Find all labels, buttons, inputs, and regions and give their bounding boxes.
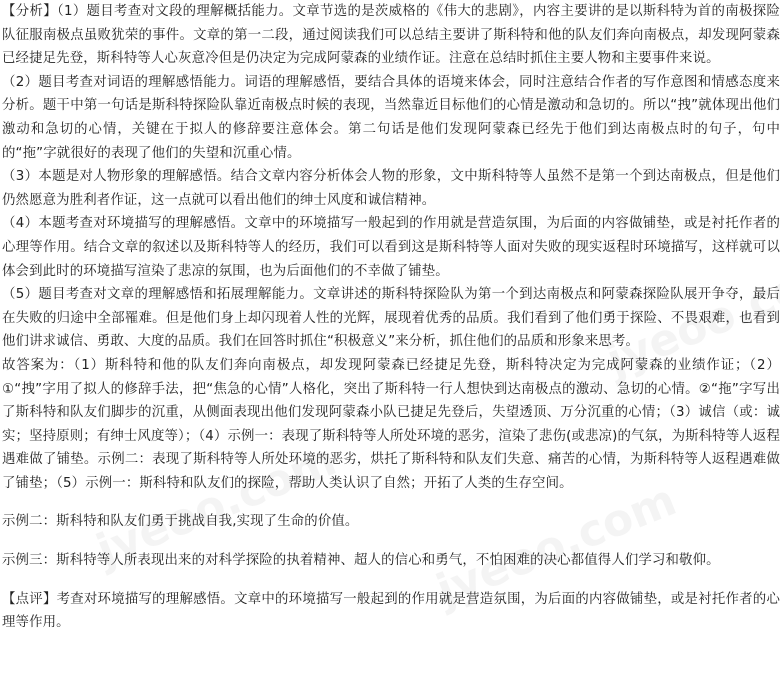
paragraph-gap — [2, 573, 780, 588]
paragraph-gap — [2, 534, 780, 549]
comment-paragraph: 【点评】考查对环境描写的理解感悟。文章中的环境描写一般起到的作用就是营造氛围，为后面的内容做铺垫，或是衬托作者的心理等作用。 — [2, 591, 780, 631]
analysis-paragraph: 【分析】（1）题目考查对文段的理解概括能力。文章节选的是茨威格的《伟大的悲剧》，内容主要讲的是以斯科特为首的南极探险队征服南极点虽败犹荣的事件。文章的第一二段，通过阅读我们可以总结主要讲了斯科特和他的队友们奔向南极点，却发现阿蒙森已经捷足先登，斯科特等人心灰意冷但是仍决定为完成阿蒙森的业绩作证。注意在总结时抓住主要人物和主要事件来说。 — [2, 4, 780, 67]
analysis-point-3: （3）本题是对人物形象的理解感悟。结合文章内容分析体会人物的形象，文中斯科特等人虽然不是第一个到达南极点，但是他们仍然愿意为胜利者作证，这一点就可以看出他们的绅士风度和诚信精神。 — [2, 169, 780, 208]
analysis-point-5: （5）题目考查对文章的理解感悟和拓展理解能力。文章讲述的斯科特探险队为第一个到达南极点和阿蒙森探险队展开争夺，最后在失败的归途中全部罹难。但是他们身上却闪现着人性的光辉，展现着优秀的品质。我们看到了他们勇于探险、不畏艰难，也看到他们讲求诚信、勇敢、大度的品质。我们在回答时抓住“积极意义”来分析，抓住他们的品质和形象来思考。 — [2, 287, 780, 350]
paragraph-gap — [2, 495, 780, 510]
analysis-point-2: （2）题目考查对词语的理解感悟能力。词语的理解感悟，要结合具体的语境来体会，同时注意结合作者的写作意图和情感态度来分析。题干中第一句话是斯科特探险队靠近南极点时候的表现，当然靠近目标他们的心情是激动和急切的。所以“拽”就体现出他们激动和急切的心情，关键在于拟人的修辞要注意体会。第二句话是他们发现阿蒙森已经先于他们到达南极点时的句子，句中的“拖”字就很好的表现了他们的失望和沉重心情。 — [2, 74, 780, 161]
analysis-point-4: （4）本题考查对环境描写的理解感悟。文章中的环境描写一般起到的作用就是营造氛围，为后面的内容做铺垫，或是衬托作者的心理等作用。结合文章的叙述以及斯科特等人的经历，我们可以看到这是斯科特等人面对失败的现实返程时环境描写，这样就可以体会到此时的环境描写渲染了悲凉的氛围，也为后面他们的不幸做了铺垫。 — [2, 216, 780, 279]
answer-paragraph: 故答案为：（1）斯科特和他的队友们奔向南极点，却发现阿蒙森已经捷足先登，斯科特决定为完成阿蒙森的业绩作证；（2）①“拽”字用了拟人的修辞手法，把“焦急的心情”人格化，突出了斯科特一行人想快到达南极点的激动、急切的心情。②“拖”字写出了斯科特和队友们脚步的沉重，从侧面表现出他们发现阿蒙森小队已捷足先登后，失望透顶、万分沉重的心情；（3）诚信（或：诚实；坚持原则；有绅士风度等）；（4）示例一：表现了斯科特等人所处环境的恶劣，渲染了悲伤(或悲凉)的气氛，为斯科特等人返程遇难做了铺垫。示例二：表现了斯科特等人所处环境的恶劣，烘托了斯科特和队友们失意、痛苦的心情，为斯科特等人返程遇难做了铺垫；（5）示例一：斯科特和队友们的探险，帮助人类认识了自然；开拓了人类的生存空间。 — [2, 357, 780, 491]
example-three-paragraph: 示例三：斯科特等人所表现出来的对科学探险的执着精神、超人的信心和勇气，不怕困难的决心都值得人们学习和敬仰。 — [2, 553, 720, 569]
example-two-paragraph: 示例二：斯科特和队友们勇于挑战自我,实现了生命的价值。 — [2, 514, 359, 530]
